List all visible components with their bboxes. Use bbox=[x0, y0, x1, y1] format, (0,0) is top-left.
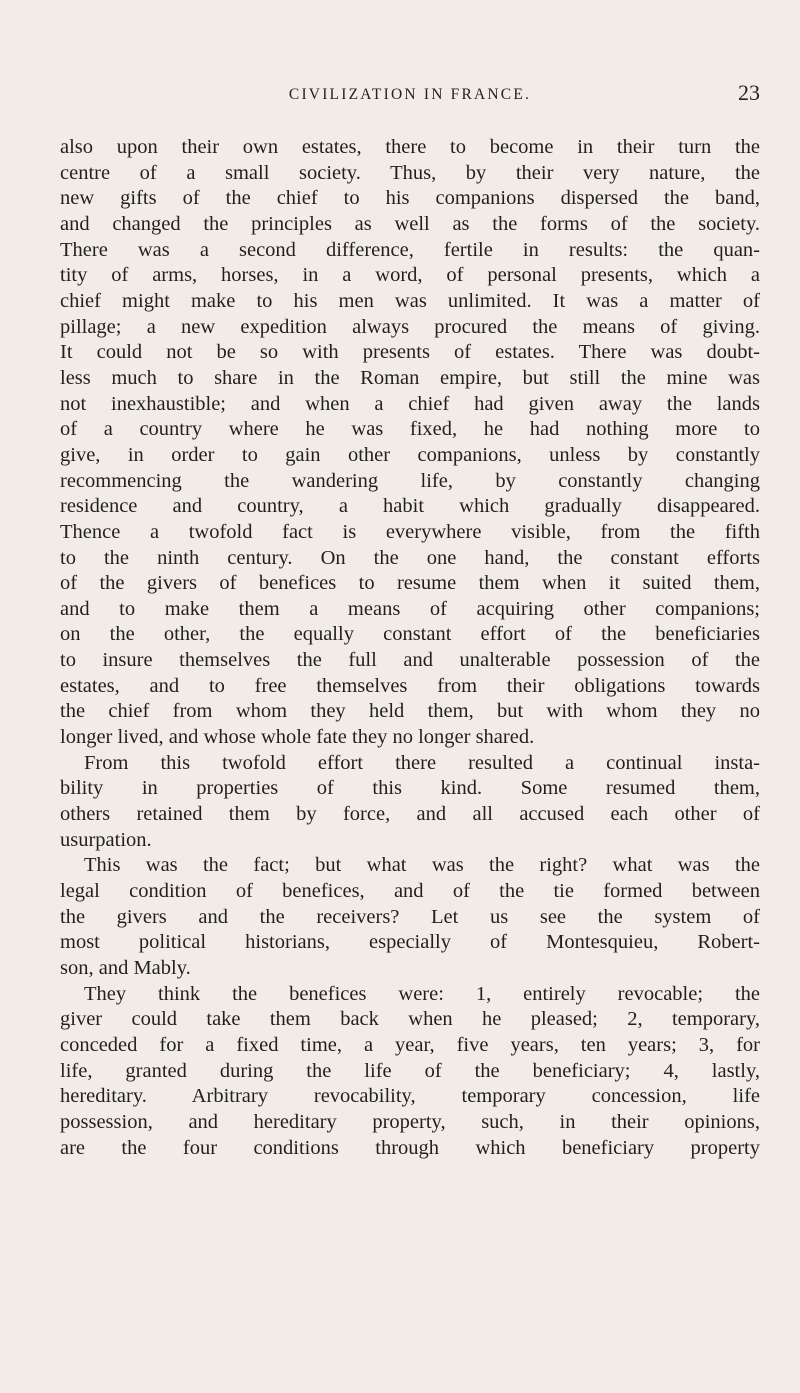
text-line: There was a second difference, fertile in results: the quan- bbox=[60, 238, 760, 261]
text-line: give, in order to gain other companions, unless by constantly bbox=[60, 443, 760, 466]
text-line: chief might make to his men was unlimited. It was a matter of bbox=[60, 289, 760, 312]
text-line: pillage; a new expedition always procured the means of giving. bbox=[60, 315, 760, 338]
text-line: This was the fact; but what was the right? what was the bbox=[84, 854, 760, 877]
text-line: conceded for a fixed time, a year, five years, ten years; 3, for bbox=[60, 1033, 760, 1056]
page-header bbox=[60, 80, 760, 114]
text-line: others retained them by force, and all accused each other of bbox=[60, 803, 760, 826]
text-line: to the ninth century. On the one hand, the constant efforts bbox=[60, 546, 760, 569]
text-line: are the four conditions through which beneficiary property bbox=[60, 1136, 760, 1159]
text-line: life, granted during the life of the beneficiary; 4, lastly, bbox=[60, 1059, 760, 1082]
text-line: not inexhaustible; and when a chief had given away the lands bbox=[60, 392, 760, 415]
text-line: longer lived, and whose whole fate they no longer shared. bbox=[60, 726, 535, 749]
text-line: giver could take them back when he pleased; 2, temporary, bbox=[60, 1008, 760, 1031]
text-line: to insure themselves the full and unalterable possession of the bbox=[60, 649, 760, 672]
text-line: estates, and to free themselves from their obligations towards bbox=[60, 674, 760, 697]
text-line: From this twofold effort there resulted a continual insta- bbox=[84, 751, 760, 774]
text-line: bility in properties of this kind. Some resumed them, bbox=[60, 777, 760, 800]
text-line: It could not be so with presents of estates. There was doubt- bbox=[60, 341, 760, 364]
text-line: legal condition of benefices, and of the tie formed between bbox=[60, 880, 760, 903]
text-line: usurpation. bbox=[60, 828, 152, 851]
page-number: 23 bbox=[738, 80, 760, 105]
text-line: centre of a small society. Thus, by their very nature, the bbox=[60, 161, 760, 184]
text-line: and to make them a means of acquiring other companions; bbox=[60, 597, 760, 620]
text-line: the givers and the receivers? Let us see the system of bbox=[60, 905, 760, 928]
text-line: They think the benefices were: 1, entirely revocable; the bbox=[84, 982, 760, 1005]
text-line: son, and Mably. bbox=[60, 957, 191, 979]
text-line: most political historians, especially of Montesquieu, Robert- bbox=[60, 931, 760, 954]
text-line: possession, and hereditary property, such, in their opinions, bbox=[60, 1110, 760, 1133]
text-line: recommencing the wandering life, by constantly changing bbox=[60, 469, 760, 492]
text-line: hereditary. Arbitrary revocability, temporary concession, life bbox=[60, 1085, 760, 1108]
text-line: new gifts of the chief to his companions dispersed the band, bbox=[60, 187, 760, 210]
text-line: and changed the principles as well as the forms of the society. bbox=[60, 212, 760, 235]
text-line: of the givers of benefices to resume them when it suited them, bbox=[60, 572, 760, 595]
text-line: also upon their own estates, there to become in their turn the bbox=[60, 136, 760, 158]
running-head: CIVILIZATION IN FRANCE. bbox=[288, 86, 532, 103]
text-line: tity of arms, horses, in a word, of personal presents, which a bbox=[60, 264, 760, 287]
text-line: of a country where he was fixed, he had nothing more to bbox=[60, 418, 760, 441]
body-text bbox=[60, 135, 760, 1161]
text-line: the chief from whom they held them, but with whom they no bbox=[60, 700, 760, 723]
text-line: on the other, the equally constant effort of the beneficiaries bbox=[60, 623, 760, 646]
text-line: residence and country, a habit which gradually disappeared. bbox=[60, 495, 760, 518]
text-line: Thence a twofold fact is everywhere visible, from the fifth bbox=[60, 520, 760, 543]
text-line: less much to share in the Roman empire, but still the mine was bbox=[60, 366, 760, 389]
